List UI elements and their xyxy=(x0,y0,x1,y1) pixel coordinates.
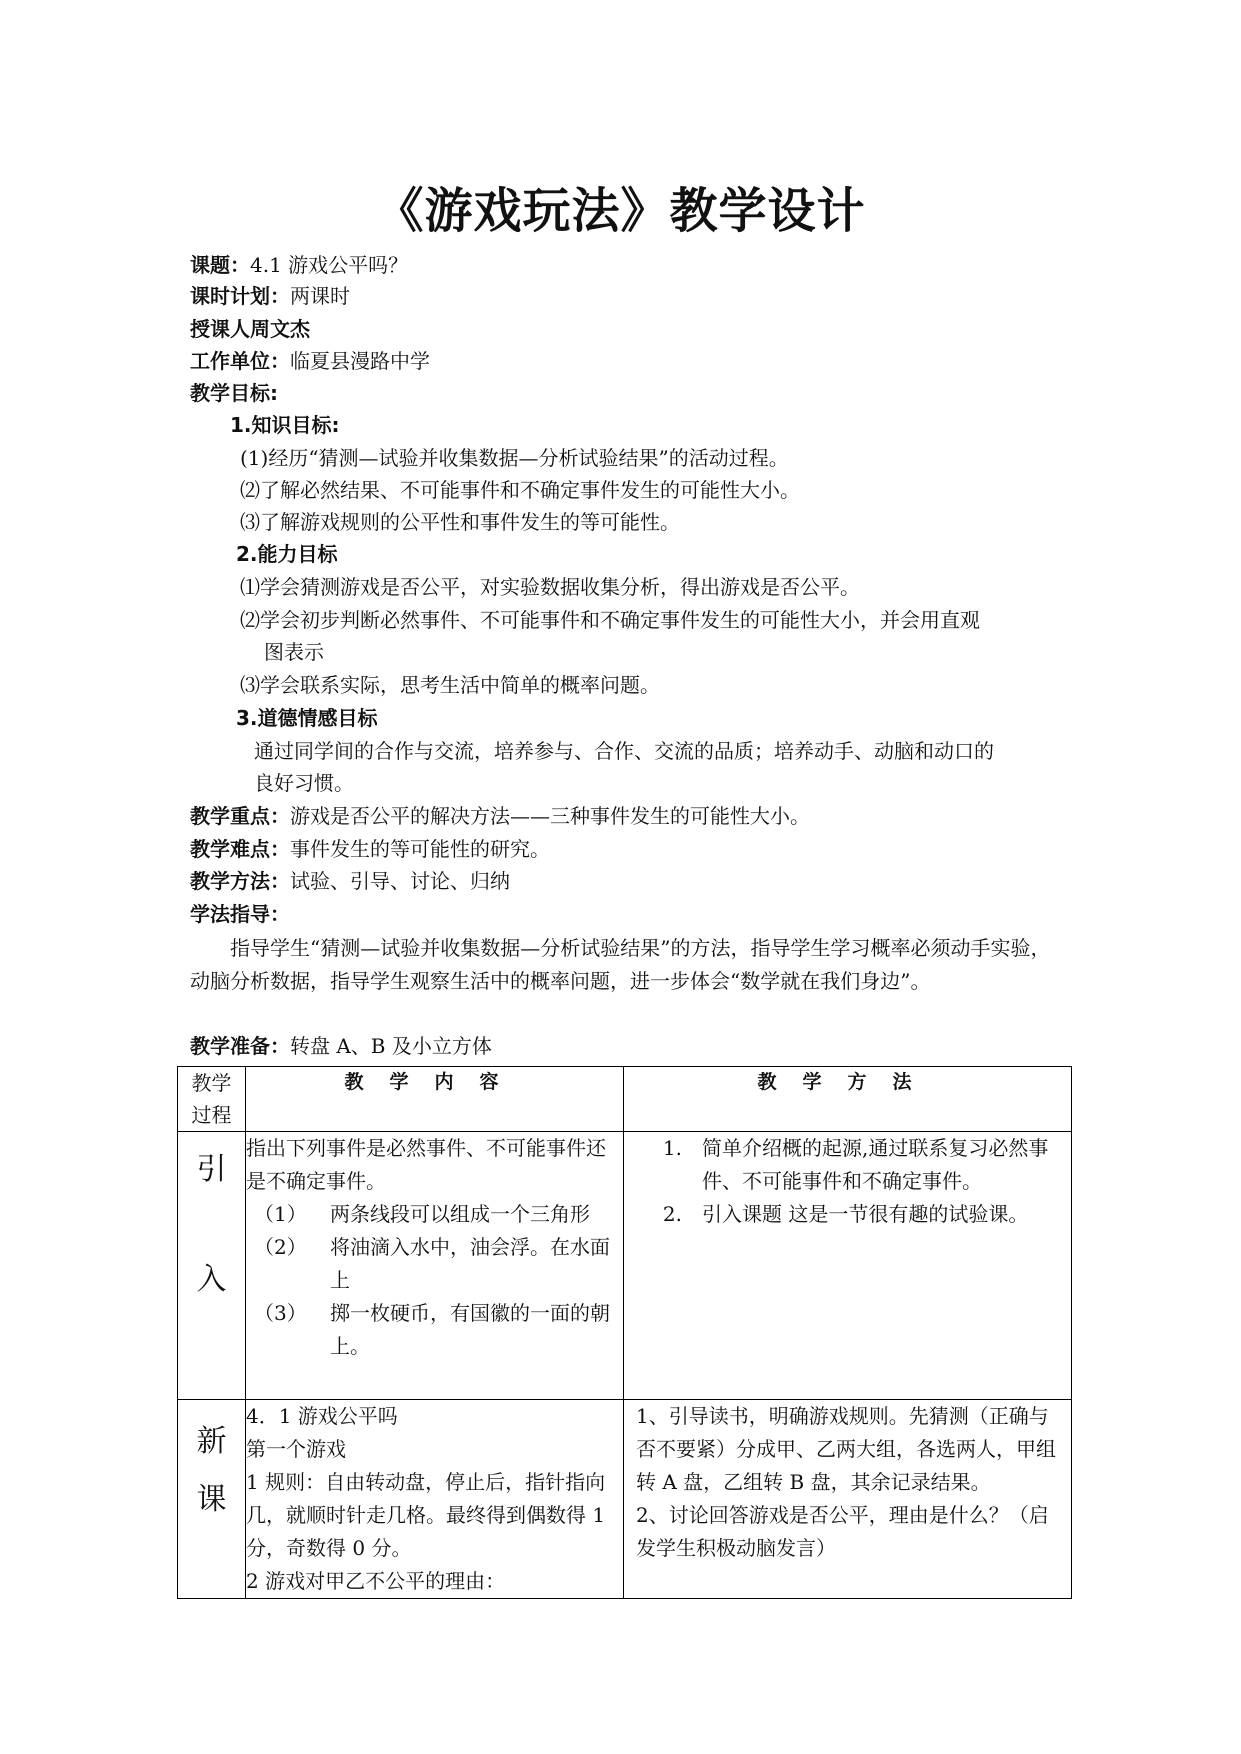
knowledge-goal-item: (1)经历“猜测—试验并收集数据—分析试验结果”的活动过程。 xyxy=(240,446,789,470)
method-value: 试验、引导、讨论、归纳 xyxy=(290,869,510,893)
content-line: 2 游戏对甲乙不公平的理由： xyxy=(246,1569,506,1593)
focus-value: 游戏是否公平的解决方法——三种事件发生的可能性大小。 xyxy=(290,804,810,828)
lesson-table xyxy=(177,1066,1072,1599)
unit-label: 工作单位： xyxy=(190,349,290,373)
guide-text: 指导学生“猜测—试验并收集数据—分析试验结果”的方法，指导学生学习概率必须动手实验，动脑分析数据，指导学生观察生活中的概率问题，进一步体会“数学就在我们身边”。 xyxy=(190,936,1051,993)
moral-goal-text-cont: 良好习惯。 xyxy=(254,771,354,795)
difficulty-label: 教学难点： xyxy=(190,837,290,861)
topic-value: 4.1 游戏公平吗？ xyxy=(250,253,409,277)
prep-label: 教学准备： xyxy=(190,1034,290,1058)
stage-new-char2: 课 xyxy=(196,1482,227,1517)
difficulty-line xyxy=(190,834,550,864)
focus-line xyxy=(190,801,810,831)
topic-line xyxy=(190,250,408,280)
stage-new-char1: 新 xyxy=(196,1424,227,1459)
ability-goal-title: 2.能力目标 xyxy=(236,542,338,566)
list-item-text: 引入课题 这是一节很有趣的试验课。 xyxy=(702,1202,1029,1226)
teacher-line: 授课人周文杰 xyxy=(190,317,310,341)
content-line: 4．1 游戏公平吗 xyxy=(246,1404,398,1428)
hours-line xyxy=(190,281,350,311)
knowledge-goal-item: ⑵了解必然结果、不可能事件和不确定事件发生的可能性大小。 xyxy=(240,478,800,502)
hours-label: 课时计划： xyxy=(190,284,290,308)
method-line xyxy=(190,866,510,896)
list-item xyxy=(624,1132,1071,1198)
list-item-number: （1） xyxy=(254,1202,307,1226)
list-item-number: 2. xyxy=(662,1202,682,1226)
focus-label: 教学重点： xyxy=(190,804,290,828)
prep-value: 转盘 A、B 及小立方体 xyxy=(290,1034,492,1058)
ability-goal-item-cont: 图表示 xyxy=(264,640,324,664)
ability-goal-item: ⑴学会猜测游戏是否公平，对实验数据收集分析，得出游戏是否公平。 xyxy=(240,575,860,599)
stage-intro-char1: 引 xyxy=(196,1152,227,1187)
content-line: 第一个游戏 xyxy=(246,1437,346,1461)
table-row-new-lesson xyxy=(178,1400,1072,1599)
knowledge-goal-item: ⑶了解游戏规则的公平性和事件发生的等可能性。 xyxy=(240,510,680,534)
list-item-text: 将油滴入水中，油会浮。在水面上 xyxy=(330,1235,610,1292)
list-item-number: （3） xyxy=(254,1301,307,1325)
intro-content xyxy=(246,1132,624,1400)
guide-label: 学法指导： xyxy=(190,902,290,926)
list-item xyxy=(624,1198,1071,1231)
list-item xyxy=(246,1198,623,1231)
unit-line xyxy=(190,346,430,376)
hours-value: 两课时 xyxy=(290,284,350,308)
document-title: 《游戏玩法》教学设计 xyxy=(375,183,866,239)
header-method: 教学方法 xyxy=(624,1067,1072,1132)
intro-lead: 指出下列事件是必然事件、不可能事件还是不确定事件。 xyxy=(246,1136,606,1193)
list-item-number: 1. xyxy=(662,1136,682,1160)
method-line: 2、讨论回答游戏是否公平，理由是什么？（启发学生积极动脑发言） xyxy=(636,1503,1049,1560)
stage-intro-char2: 入 xyxy=(196,1262,227,1297)
moral-goal-text: 通过同学间的合作与交流，培养参与、合作、交流的品质；培养动手、动脑和动口的 xyxy=(254,739,994,763)
list-item-number: （2） xyxy=(254,1235,307,1259)
ability-goal-item: ⑶学会联系实际，思考生活中简单的概率问题。 xyxy=(240,673,660,697)
list-item xyxy=(246,1297,623,1363)
stage-new-lesson xyxy=(178,1400,246,1599)
unit-value: 临夏县漫路中学 xyxy=(290,349,430,373)
new-lesson-method xyxy=(624,1400,1072,1599)
knowledge-goal-title: 1.知识目标: xyxy=(230,413,340,437)
header-process xyxy=(178,1067,246,1132)
header-process-line2: 过程 xyxy=(191,1103,232,1127)
topic-label: 课题： xyxy=(190,253,250,277)
content-line: 1 规则：自由转动盘，停止后，指针指向几，就顺时针走几格。最终得到偶数得 1 分，奇数得 0 分。 xyxy=(246,1470,606,1560)
header-content: 教学内容 xyxy=(246,1067,624,1132)
table-row-intro xyxy=(178,1132,1072,1400)
difficulty-value: 事件发生的等可能性的研究。 xyxy=(290,837,550,861)
new-lesson-content xyxy=(246,1400,624,1599)
header-process-line1: 教学 xyxy=(191,1071,232,1095)
list-item xyxy=(246,1231,623,1297)
method-label: 教学方法： xyxy=(190,869,290,893)
goals-label: 教学目标: xyxy=(190,381,278,405)
list-item-text: 简单介绍概的起源,通过联系复习必然事件、不可能事件和不确定事件。 xyxy=(702,1136,1049,1193)
moral-goal-title: 3.道德情感目标 xyxy=(236,706,378,730)
ability-goal-item: ⑵学会初步判断必然事件、不可能事件和不确定事件发生的可能性大小，并会用直观 xyxy=(240,608,980,632)
method-line: 1、引导读书，明确游戏规则。先猜测（正确与否不要紧）分成甲、乙两大组，各选两人，甲组转 A 盘，乙组转 B 盘，其余记录结果。 xyxy=(636,1404,1056,1494)
prep-line xyxy=(190,1031,492,1061)
table-header-row xyxy=(178,1067,1072,1132)
list-item-text: 两条线段可以组成一个三角形 xyxy=(330,1202,590,1226)
intro-method xyxy=(624,1132,1072,1400)
list-item-text: 掷一枚硬币，有国徽的一面的朝上。 xyxy=(330,1301,610,1358)
stage-intro xyxy=(178,1132,246,1400)
